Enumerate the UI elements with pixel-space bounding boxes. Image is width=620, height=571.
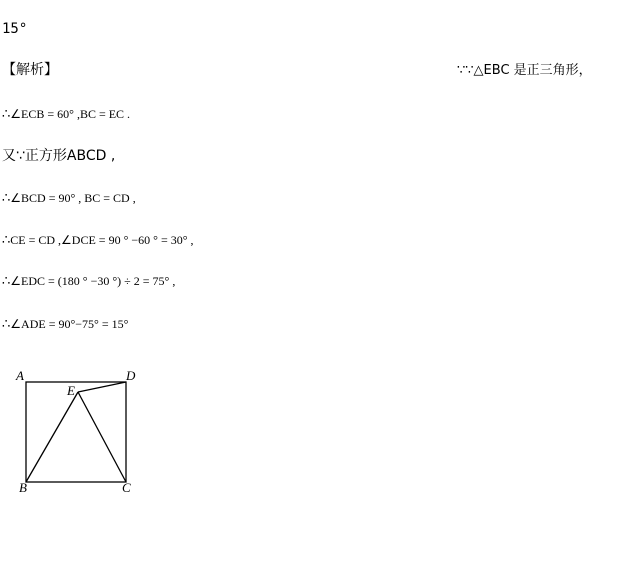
step-4 [2, 234, 194, 247]
therefore-symbol: ∴ [2, 191, 11, 206]
given-statement: ∵∵△EBC 是正三角形， [457, 63, 592, 78]
step-1-text: ∠ECB = 60° ,BC = EC . [10, 107, 131, 121]
step-3-text: ∠BCD = 90° , BC = CD , [10, 191, 136, 205]
step-5 [2, 275, 175, 288]
label-a: A [16, 368, 24, 383]
step-1 [2, 108, 130, 121]
step-5-text: ∠EDC = (180 ° −30 °) ÷ 2 = 75° , [10, 274, 176, 288]
therefore-symbol: ∴ [2, 274, 11, 289]
step-3 [2, 192, 136, 205]
step-6 [2, 318, 128, 331]
step-4-text: CE = CD ,∠DCE = 90 ° −60 ° = 30° , [10, 233, 194, 247]
step-2 [2, 149, 115, 163]
step-2-text: 正方形ABCD , [24, 148, 116, 164]
label-d: D [126, 368, 136, 383]
segment-de [78, 382, 126, 392]
therefore-symbol: ∴ [2, 233, 11, 248]
therefore-symbol: ∴ [2, 107, 11, 122]
segment-ce [78, 392, 126, 482]
label-c: C [122, 480, 131, 495]
step-6-text: ∠ADE = 90°−75° = 15° [10, 317, 129, 331]
therefore-symbol: ∴ [2, 317, 11, 332]
solution-heading: 【解析】 [2, 62, 58, 78]
label-e: E [67, 383, 75, 398]
square-abcd [26, 382, 126, 482]
answer-text: 15° [2, 21, 28, 37]
segment-be [26, 392, 78, 482]
furthermore-symbol: 又∵ [2, 148, 25, 164]
geometry-figure [0, 360, 160, 500]
label-b: B [19, 480, 27, 495]
